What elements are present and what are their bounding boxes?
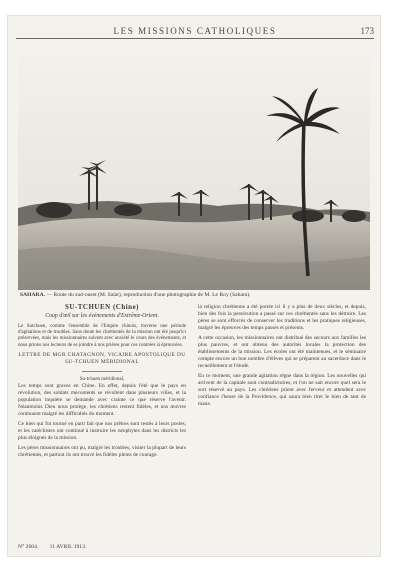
paragraph-3: Les pères missionnaires ont pu, malgré les troubles, visiter la plupart de leurs chrétientés, et partout ils ont trouvé les fidèles pleins de courage. [18, 445, 186, 459]
left-column [18, 304, 186, 462]
caption-text: — Route du sud-ouest (M. Salat), reproduction d'une photographie de M. Le Roy (Sahara). [46, 292, 251, 298]
journal-page [8, 16, 380, 556]
page-header [16, 26, 374, 39]
page-footer [18, 544, 86, 550]
caption-place: SAHARA. [20, 292, 46, 298]
letter-place: Su-tchuen méridional, [79, 376, 125, 382]
separator-rule [82, 371, 122, 372]
photo-caption [20, 292, 370, 299]
right-column [198, 304, 366, 411]
right-paragraph-3: En ce moment, une grande agitation règne dans la région. Les nouvelles qui arrivent de la capitale sont contradictoires, et l'on ne sait encore quel sera le sort réservé au pays. Les chrétiens prient avec ferveur et attendent avec confiance l'heure de la Providence, qui saura bien tirer le bien de tant de maux. [198, 373, 366, 407]
section-title: SU-TCHUEN (Chine) [64, 303, 140, 311]
right-paragraph-1: la religion chrétienne a été portée ici il y a plus de deux siècles, et depuis, bien des fois la persécution a passé sur ces chrétientés sans les détruire. Les pères se sont efforcés de conserver les traditions et les pratiques religieuses, malgré les épreuves des temps passés et présents. [198, 304, 366, 331]
intro-paragraph: Le Sutchuen, comme l'ensemble de l'Empire chinois, traverse une période d'agitations et de troubles. Sans doute les chrétientés de la mission ont été jusqu'ici préservées, mais les missionnaires suivent avec anxiété le cours des événements, et nous prions nos lecteurs de se joindre à nos prières pour ces contrées si éprouvées. [18, 324, 186, 348]
issue-date: 11 AVRIL 1913. [49, 544, 87, 550]
letter-byline: LETTRE DE MGR CHATAGNON, VICAIRE APOSTOLIQUE DU SU-TCHUEN MÉRIDIONAL [18, 351, 186, 365]
right-paragraph-2: A cette occasion, les missionnaires ont distribué des secours aux familles les plus pauvres, et ont obtenu des autorités locales la protection des établissements de la mission. Les écoles ont été maintenues, et le séminaire compte encore un bon nombre d'élèves qui se préparent au sacerdoce dans le recueillement et l'étude. [198, 335, 366, 369]
journal-title: LES MISSIONS CATHOLIQUES [113, 26, 277, 36]
issue-number: N° 2604. [18, 544, 39, 550]
section-subtitle: Coup d'œil sur les événements d'Extrême-Orient. [45, 313, 159, 319]
sahara-photograph [18, 50, 370, 290]
paragraph-2: Ce bien qui fut tourné en parti fait que nos prêtres sont restés à leurs postes, et les catéchistes ont continué à instruire les néophytes dans les districts les plus éloignés de la mission. [18, 421, 186, 442]
desert-palm-scene [18, 50, 370, 290]
page-number: 173 [360, 26, 374, 36]
paragraph-1: Les temps sont graves en Chine. En effet, depuis l'été que le pays en révolution, des soldats mécontents se révoltent dans plusieurs villes, et la population inquiète se demande avec crainte ce que réserve l'avenir. Néanmoins Dieu nous protège, les chrétiens restent fidèles, et nos œuvres continuent malgré les difficultés du moment. [18, 383, 186, 418]
